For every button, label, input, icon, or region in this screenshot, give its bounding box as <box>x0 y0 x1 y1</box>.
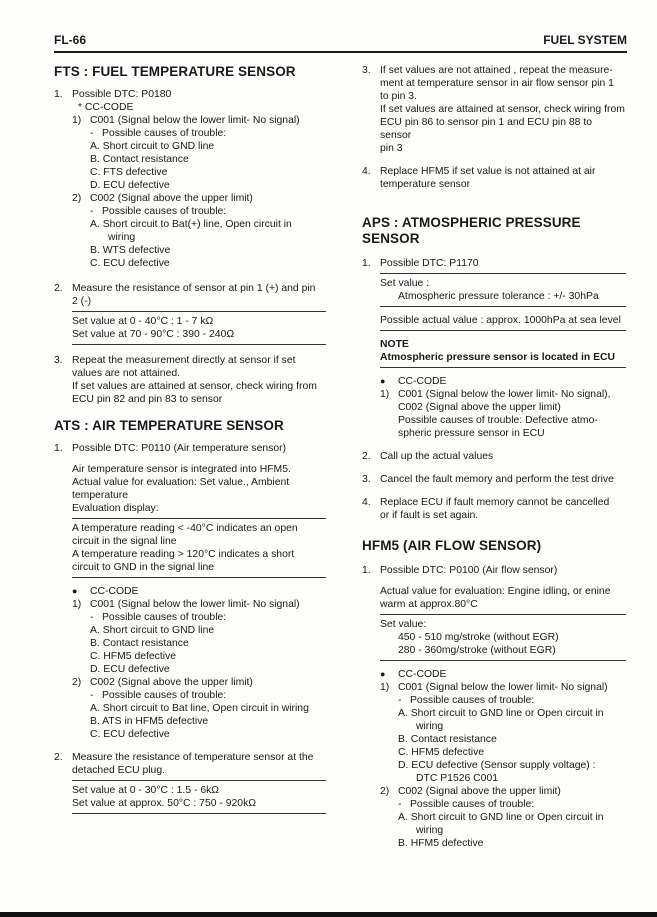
sub-text: C001 (Signal below the lower limit- No signal), <box>398 389 611 400</box>
item-text: If set values are attained at sensor, check wiring from <box>72 381 317 392</box>
ats-item-4 <box>362 165 626 191</box>
ats-set-value-2: Set value at approx. 50°C : 750 - 920kΩ <box>72 798 257 809</box>
aps-item-3 <box>362 473 626 486</box>
ats-cc-code: ● CC-CODE <box>72 586 139 597</box>
hfm5-c002-possible: - Possible causes of trouble: <box>398 799 535 810</box>
item-text: If set values are attained at sensor, check wiring from <box>380 104 625 115</box>
fts-item-2 <box>54 282 326 308</box>
ats-item-2 <box>54 751 326 777</box>
item-text: ECU pin 86 to sensor pin 1 and ECU pin 88 to sensor <box>380 117 592 141</box>
item-text: Air temperature sensor is integrated into HFM5. <box>72 464 291 475</box>
cause-line: C. ECU defective <box>90 729 170 740</box>
fts-c002-possible: - Possible causes of trouble: <box>90 206 227 217</box>
dash-text: Possible causes of trouble: <box>102 128 227 139</box>
sub-text: C001 (Signal below the lower limit- No signal) <box>90 599 300 610</box>
item-text: temperature sensor <box>380 179 471 190</box>
cause-line: B. ATS in HFM5 defective <box>90 716 209 727</box>
item-text: Cancel the fault memory and perform the test drive <box>380 474 614 485</box>
ats-item-1 <box>54 442 326 515</box>
cause-line: A. Short circuit to GND line <box>90 625 215 636</box>
item-text: values are not attained. <box>72 368 181 379</box>
cause-line-cont: DTC P1526 C001 <box>416 773 499 784</box>
cause-line: C. HFM5 defective <box>90 651 177 662</box>
cause-line: A. Short circuit to GND line or Open circuit in <box>398 708 604 719</box>
fts-set-value-1: Set value at 0 - 40°C : 1 - 7 kΩ <box>72 316 214 327</box>
fts-item-3 <box>54 354 326 406</box>
item-text: Actual value for evaluation: Set value., Ambient <box>72 477 290 488</box>
divider <box>72 813 326 814</box>
page-number: FL-66 <box>54 33 87 47</box>
cause-line: A. Short circuit to Bat(+) line, Open circuit in <box>90 219 292 230</box>
item-number: 1. <box>362 565 371 576</box>
item-text: If set values are not attained , repeat the measure- <box>380 65 613 76</box>
item-number: 2. <box>54 283 63 294</box>
item-text: ECU pin 82 and pin 83 to sensor <box>72 394 223 405</box>
eval-line: A temperature reading < -40°C indicates an open <box>72 523 298 534</box>
sub-text: C001 (Signal below the lower limit- No signal) <box>398 682 608 693</box>
ats-heading: ATS : AIR TEMPERATURE SENSOR <box>54 418 284 433</box>
aps-cc-code: ● CC-CODE <box>380 376 447 387</box>
bullet-text: CC-CODE <box>398 376 447 387</box>
hfm5-c001 <box>362 681 626 694</box>
divider <box>380 273 626 274</box>
item-number: 2. <box>362 451 371 462</box>
sub-number: 1) <box>72 599 82 610</box>
item-text: Measure the resistance of sensor at pin 1 (+) and pin <box>72 283 316 294</box>
ats-item-3 <box>362 64 626 155</box>
cause-line: A. Short circuit to GND line or Open circuit in <box>398 812 604 823</box>
fts-heading: FTS : FUEL TEMPERATURE SENSOR <box>54 64 296 79</box>
fts-c001 <box>72 114 326 127</box>
ats-c002 <box>54 676 326 689</box>
dash-text: Possible causes of trouble: <box>410 799 535 810</box>
sub-text: C002 (Signal above the upper limit) <box>398 786 561 797</box>
cause-line: C. HFM5 defective <box>398 747 485 758</box>
item-text: Evaluation display: <box>72 503 159 514</box>
cause-line: D. ECU defective <box>90 180 170 191</box>
item-text: temperature <box>72 490 129 501</box>
item-number: 1. <box>362 258 371 269</box>
hfm5-set-value: 280 - 360mg/stroke (without EGR) <box>398 645 556 656</box>
item-text: warm at approx.80°C <box>380 599 478 610</box>
cause-line: A. Short circuit to GND line <box>90 141 215 152</box>
item-number: 3. <box>362 474 371 485</box>
header-rule <box>54 51 627 53</box>
chapter-title: FUEL SYSTEM <box>543 33 627 47</box>
cause-line: B. Contact resistance <box>90 154 189 165</box>
cause-line: B. Contact resistance <box>398 734 497 745</box>
note-text: Atmospheric pressure sensor is located in ECU <box>380 352 616 363</box>
item-number: 3. <box>362 65 371 76</box>
item-number: 2. <box>54 752 63 763</box>
aps-set-value: Atmospheric pressure tolerance : +/- 30hPa <box>398 291 599 302</box>
item-text: Replace HFM5 if set value is not attained at air <box>380 166 596 177</box>
page-bottom-edge <box>0 912 657 917</box>
cause-line-cont: wiring <box>108 232 136 243</box>
sub-text: spheric pressure sensor in ECU <box>398 428 545 439</box>
cause-line: D. ECU defective (Sensor supply voltage) : <box>398 760 596 771</box>
ats-c002-possible: - Possible causes of trouble: <box>90 690 227 701</box>
item-number: 1. <box>54 89 63 100</box>
eval-line: circuit in the signal line <box>72 536 177 547</box>
item-number: 3. <box>54 355 63 366</box>
sub-number: 2) <box>380 786 390 797</box>
divider <box>72 518 326 519</box>
item-text: to pin 3. <box>380 91 417 102</box>
aps-set-label: Set value : <box>380 278 430 289</box>
dash-text: Possible causes of trouble: <box>102 690 227 701</box>
cause-line: B. Contact resistance <box>90 638 189 649</box>
divider <box>380 367 626 368</box>
divider <box>380 306 626 307</box>
item-text: Repeat the measurement directly at sensor if set <box>72 355 296 366</box>
item-number: 4. <box>362 166 371 177</box>
sub-number: 2) <box>72 677 82 688</box>
sub-text: C002 (Signal above the upper limit) <box>90 677 253 688</box>
sub-number: 1) <box>72 115 82 126</box>
bullet-text: CC-CODE <box>90 586 139 597</box>
aps-actual-value: Possible actual value : approx. 1000hPa at sea level <box>380 315 621 326</box>
dash-text: Possible causes of trouble: <box>102 206 227 217</box>
dash-text: Possible causes of trouble: <box>102 612 227 623</box>
sub-number: 1) <box>380 389 390 400</box>
hfm5-dtc: Possible DTC: P0100 (Air flow sensor) <box>380 565 558 576</box>
item-text: or if fault is set again. <box>380 510 479 521</box>
fts-dtc: Possible DTC: P0180 <box>72 89 172 100</box>
sub-text: C001 (Signal below the lower limit- No signal) <box>90 115 300 126</box>
hfm5-set-value: 450 - 510 mg/stroke (without EGR) <box>398 632 559 643</box>
right-column <box>362 64 626 850</box>
ats-c001 <box>54 598 326 611</box>
cause-line: C. FTS defective <box>90 167 168 178</box>
fts-item-1 <box>54 88 326 270</box>
sub-number: 1) <box>380 682 390 693</box>
divider <box>72 780 326 781</box>
ats-set-value-1: Set value at 0 - 30°C : 1.5 - 6kΩ <box>72 785 220 796</box>
page-header <box>54 34 627 50</box>
bullet-text: CC-CODE <box>398 669 447 680</box>
aps-item-2 <box>362 450 626 463</box>
item-text: 2 (-) <box>72 296 92 307</box>
item-text: Actual value for evaluation: Engine idling, or enine <box>380 586 611 597</box>
aps-dtc: Possible DTC: P1170 <box>380 258 479 269</box>
fts-c002 <box>72 192 326 205</box>
fts-cc-code: * CC-CODE <box>78 102 134 113</box>
note-label: NOTE <box>380 339 409 350</box>
cause-line: B. WTS defective <box>90 245 171 256</box>
ats-c001-possible: - Possible causes of trouble: <box>90 612 227 623</box>
hfm5-item-1 <box>362 564 626 611</box>
item-text: Replace ECU if fault memory cannot be cancelled <box>380 497 610 508</box>
dash-text: Possible causes of trouble: <box>410 695 535 706</box>
hfm5-cc-code: ● CC-CODE <box>380 669 447 680</box>
divider <box>380 660 626 661</box>
aps-item-1 <box>362 257 626 270</box>
item-text: ment at temperature sensor in air flow sensor pin 1 <box>380 78 614 89</box>
divider <box>72 344 326 345</box>
cause-line: A. Short circuit to Bat line, Open circuit in wiring <box>90 703 309 714</box>
eval-line: circuit to GND in the signal line <box>72 562 215 573</box>
cause-line: C. ECU defective <box>90 258 170 269</box>
cause-line: D. ECU defective <box>90 664 170 675</box>
item-number: 4. <box>362 497 371 508</box>
aps-c001 <box>362 388 626 440</box>
fts-set-value-2: Set value at 70 - 90°C : 390 - 240Ω <box>72 329 235 340</box>
ats-dtc: Possible DTC: P0110 (Air temperature sensor) <box>72 443 287 454</box>
hfm5-c002 <box>362 785 626 798</box>
left-column <box>54 64 326 817</box>
sub-number: 2) <box>72 193 82 204</box>
item-text: Measure the resistance of temperature sensor at the <box>72 752 314 763</box>
divider <box>380 330 626 331</box>
hfm5-set-label: Set value: <box>380 619 427 630</box>
fts-c001-possible: - Possible causes of trouble: <box>90 128 227 139</box>
sub-text: C002 (Signal above the upper limit) <box>90 193 253 204</box>
hfm5-c001-possible: - Possible causes of trouble: <box>398 695 535 706</box>
aps-item-4 <box>362 496 626 522</box>
sub-text: Possible causes of trouble: Defective atmo- <box>398 415 598 426</box>
hfm5-heading: HFM5 (AIR FLOW SENSOR) <box>362 538 542 553</box>
cause-line-cont: wiring <box>416 721 444 732</box>
divider <box>72 311 326 312</box>
item-text: Call up the actual values <box>380 451 494 462</box>
cause-line-cont: wiring <box>416 825 444 836</box>
sub-text: C002 (Signal above the upper limit) <box>398 402 561 413</box>
item-number: 1. <box>54 443 63 454</box>
eval-line: A temperature reading > 120°C indicates a short <box>72 549 295 560</box>
item-text: pin 3 <box>380 143 403 154</box>
divider <box>380 614 626 615</box>
item-text: detached ECU plug. <box>72 765 165 776</box>
cause-line: B. HFM5 defective <box>398 838 484 849</box>
aps-heading: APS : ATMOSPHERIC PRESSURE SENSOR <box>362 215 581 246</box>
divider <box>72 577 326 578</box>
